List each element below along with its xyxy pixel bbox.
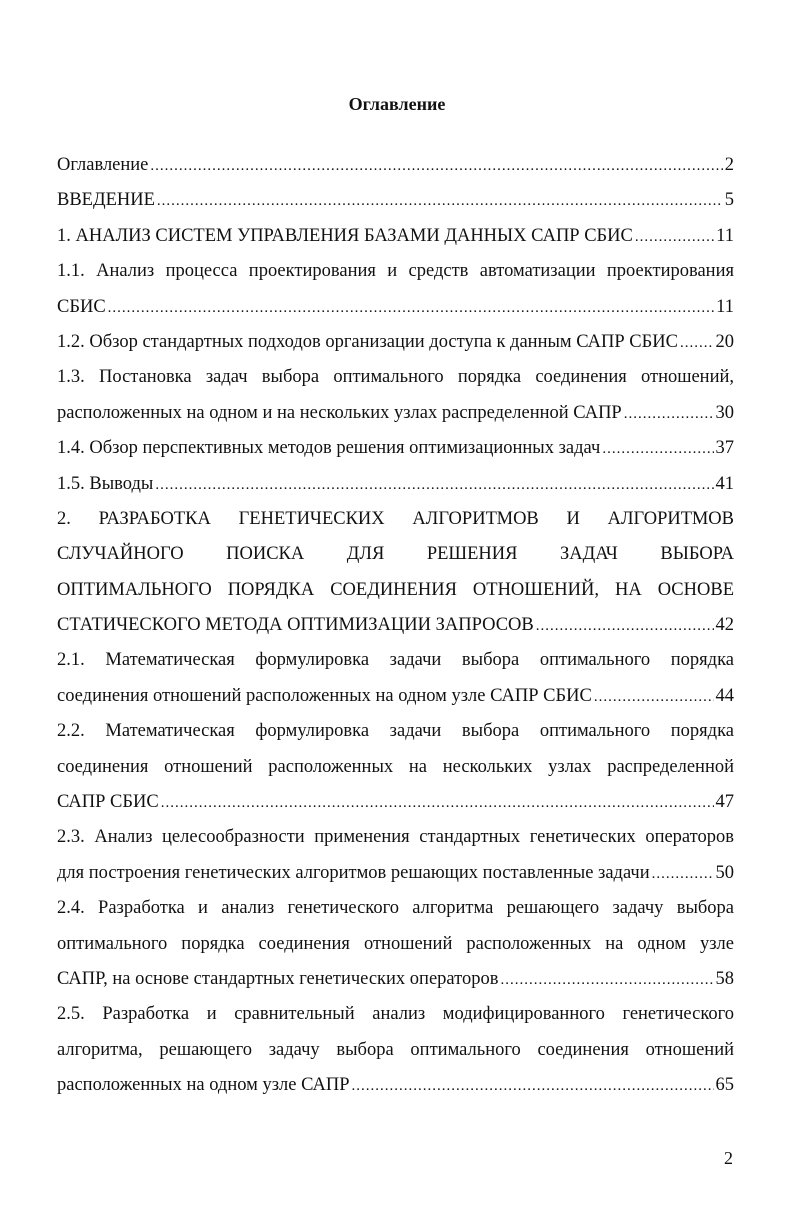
toc-entry-last-line <box>57 148 734 183</box>
toc-entry[interactable] <box>57 360 734 431</box>
toc-entry-page: 11 <box>716 296 734 317</box>
toc-entry-title: ВВЕДЕНИЕ <box>57 190 155 211</box>
toc-entry-line: 1.1. Анализ процесса проектирования и средств автоматизации проектирования <box>57 261 734 282</box>
dot-leader <box>602 432 713 467</box>
toc-entry-title: САПР СБИС <box>57 792 159 813</box>
toc-entry[interactable] <box>57 820 734 891</box>
toc-entry-title: расположенных на одном узле САПР <box>57 1075 350 1096</box>
dot-leader <box>652 857 714 892</box>
dot-leader <box>108 291 715 326</box>
dot-leader <box>155 468 713 503</box>
dot-leader <box>157 184 723 219</box>
toc-entry-page: 50 <box>715 862 734 883</box>
toc-entry-last-line <box>57 856 734 891</box>
page-title: Оглавление <box>348 94 446 114</box>
toc-entry-last-line <box>57 679 734 714</box>
dot-leader <box>536 609 714 644</box>
toc-entry-page: 2 <box>724 155 734 175</box>
toc-entry[interactable] <box>57 891 734 997</box>
toc-entry-line: СЛУЧАЙНОГО ПОИСКА ДЛЯ РЕШЕНИЯ ЗАДАЧ ВЫБОРА <box>57 544 734 565</box>
toc-entry-page: 41 <box>715 473 734 494</box>
toc-entry-page: 42 <box>715 615 734 636</box>
toc-entry-page: 58 <box>715 968 734 989</box>
toc-entry-last-line <box>57 608 734 643</box>
toc-entry[interactable] <box>57 643 734 714</box>
toc-entry-line: 2.3. Анализ целесообразности применения стандартных генетических операторов <box>57 827 734 848</box>
toc-entry-page: 47 <box>715 792 734 813</box>
toc-entry[interactable] <box>57 431 734 466</box>
toc-entry[interactable] <box>57 254 734 325</box>
toc-entry-last-line <box>57 219 734 254</box>
toc-entry-title: для построения генетических алгоритмов решающих поставленные задачи <box>57 862 650 883</box>
toc-entry[interactable] <box>57 148 734 183</box>
toc-entry-line: оптимального порядка соединения отношений расположенных на одном узле <box>57 933 734 954</box>
toc-entry-line: 2.2. Математическая формулировка задачи выбора оптимального порядка <box>57 721 734 742</box>
toc-entry-title: 1. АНАЛИЗ СИСТЕМ УПРАВЛЕНИЯ БАЗАМИ ДАННЫХ САПР СБИС <box>57 225 633 246</box>
toc-entry-page: 65 <box>715 1075 734 1096</box>
toc-entry[interactable] <box>57 997 734 1103</box>
toc-entry-last-line <box>57 325 734 360</box>
toc-entry-last-line <box>57 467 734 502</box>
toc-entry-page: 11 <box>716 225 734 246</box>
table-of-contents <box>57 148 734 1104</box>
toc-entry[interactable] <box>57 467 734 502</box>
toc-entry-line: 2. РАЗРАБОТКА ГЕНЕТИЧЕСКИХ АЛГОРИТМОВ И АЛГОРИТМОВ <box>57 508 734 529</box>
toc-entry-line: алгоритма, решающего задачу выбора оптимального соединения отношений <box>57 1039 734 1060</box>
toc-entry-title: САПР, на основе стандартных генетических операторов <box>57 968 499 989</box>
toc-entry-page: 5 <box>724 190 734 211</box>
dot-leader <box>161 786 714 821</box>
toc-entry-line: 2.1. Математическая формулировка задачи выбора оптимального порядка <box>57 650 734 671</box>
toc-entry[interactable] <box>57 183 734 218</box>
toc-entry-title: 1.2. Обзор стандартных подходов организации доступа к данным САПР СБИС <box>57 331 678 352</box>
toc-entry-title: Оглавление <box>57 155 149 175</box>
toc-entry-line: соединения отношений расположенных на нескольких узлах распределенной <box>57 756 734 777</box>
toc-entry-last-line <box>57 396 734 431</box>
dot-leader <box>150 149 722 184</box>
toc-entry-page: 37 <box>715 438 734 459</box>
toc-entry-title: 1.5. Выводы <box>57 473 154 494</box>
toc-entry-last-line <box>57 431 734 466</box>
toc-entry-line: 2.5. Разработка и сравнительный анализ модифицированного генетического <box>57 1004 734 1025</box>
toc-entry-page: 20 <box>715 331 734 352</box>
toc-entry[interactable] <box>57 325 734 360</box>
dot-leader <box>352 1069 714 1104</box>
dot-leader <box>635 220 714 255</box>
toc-entry-last-line <box>57 1068 734 1103</box>
dot-leader <box>680 326 714 361</box>
toc-entry-title: СБИС <box>57 296 106 317</box>
toc-entry-last-line <box>57 183 734 218</box>
toc-entry-title: соединения отношений расположенных на одном узле САПР СБИС <box>57 685 592 706</box>
toc-entry-page: 30 <box>715 402 734 423</box>
toc-entry-title: расположенных на одном и на нескольких узлах распределенной САПР <box>57 402 622 423</box>
dot-leader <box>624 397 714 432</box>
toc-entry-title: 1.4. Обзор перспективных методов решения оптимизационных задач <box>57 438 601 459</box>
toc-entry-last-line <box>57 962 734 997</box>
dot-leader <box>500 963 713 998</box>
dot-leader <box>594 680 714 715</box>
toc-entry[interactable] <box>57 219 734 254</box>
toc-entry[interactable] <box>57 502 734 644</box>
toc-entry-last-line <box>57 290 734 325</box>
page-number: 2 <box>724 1148 733 1168</box>
toc-entry-line: ОПТИМАЛЬНОГО ПОРЯДКА СОЕДИНЕНИЯ ОТНОШЕНИЙ, НА ОСНОВЕ <box>57 579 734 600</box>
toc-entry-title: СТАТИЧЕСКОГО МЕТОДА ОПТИМИЗАЦИИ ЗАПРОСОВ <box>57 615 534 636</box>
toc-entry-line: 2.4. Разработка и анализ генетического алгоритма решающего задачу выбора <box>57 898 734 919</box>
toc-entry-page: 44 <box>715 685 734 706</box>
toc-entry[interactable] <box>57 714 734 820</box>
toc-entry-last-line <box>57 785 734 820</box>
toc-entry-line: 1.3. Постановка задач выбора оптимального порядка соединения отношений, <box>57 367 734 388</box>
